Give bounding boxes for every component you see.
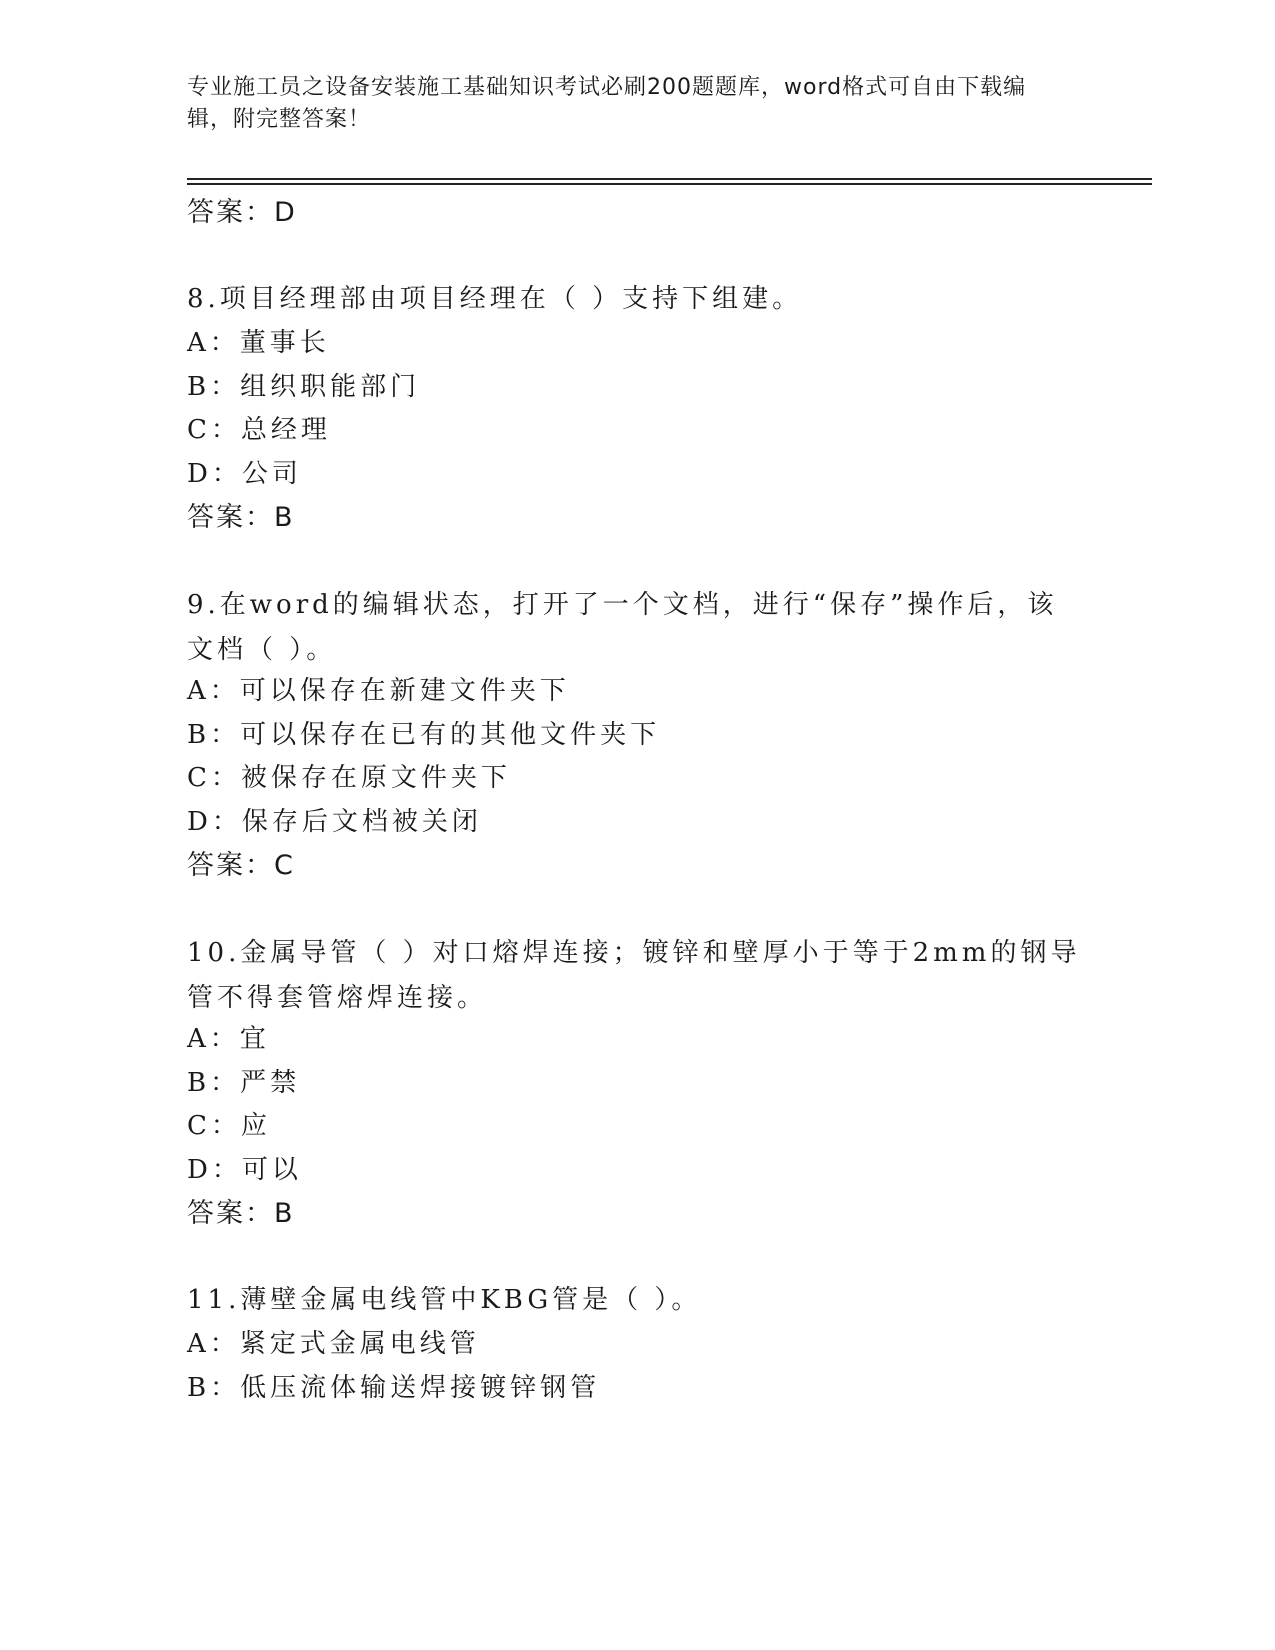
option-d: D：公司 xyxy=(187,459,302,489)
document-header: 专业施工员之设备安装施工基础知识考试必刷200题题库，word格式可自由下载编辑，附完整答案！ xyxy=(187,75,1027,132)
option-b: B：严禁 xyxy=(187,1068,301,1098)
question-text: 9.在word的编辑状态，打开了一个文档，进行“保存”操作后，该文档（ ）。 xyxy=(187,590,1058,665)
option-a: A：董事长 xyxy=(187,328,330,358)
answer-line: 答案：D xyxy=(187,197,297,228)
option-c: C：总经理 xyxy=(187,415,331,445)
option-a: A：紧定式金属电线管 xyxy=(187,1329,480,1359)
header-rule-bottom xyxy=(187,183,1152,185)
option-c: C：被保存在原文件夹下 xyxy=(187,763,511,793)
option-b: B：组织职能部门 xyxy=(187,372,421,402)
answer-line: 答案：B xyxy=(187,1198,295,1229)
option-a: A：可以保存在新建文件夹下 xyxy=(187,676,570,706)
option-d: D：保存后文档被关闭 xyxy=(187,807,482,837)
answer-line: 答案：B xyxy=(187,502,295,533)
question-text: 8.项目经理部由项目经理在（ ）支持下组建。 xyxy=(187,284,803,314)
option-b: B：低压流体输送焊接镀锌钢管 xyxy=(187,1373,601,1403)
answer-line: 答案：C xyxy=(187,850,295,881)
option-c: C：应 xyxy=(187,1111,271,1141)
question-text: 11.薄壁金属电线管中KBG管是（ ）。 xyxy=(187,1285,702,1315)
option-b: B：可以保存在已有的其他文件夹下 xyxy=(187,720,661,750)
header-rule-top xyxy=(187,178,1152,180)
question-text: 10.金属导管（ ）对口熔焊连接；镀锌和壁厚小于等于2mm的钢导管不得套管熔焊连接。 xyxy=(187,938,1081,1013)
option-a: A：宜 xyxy=(187,1024,270,1054)
option-d: D：可以 xyxy=(187,1155,302,1185)
